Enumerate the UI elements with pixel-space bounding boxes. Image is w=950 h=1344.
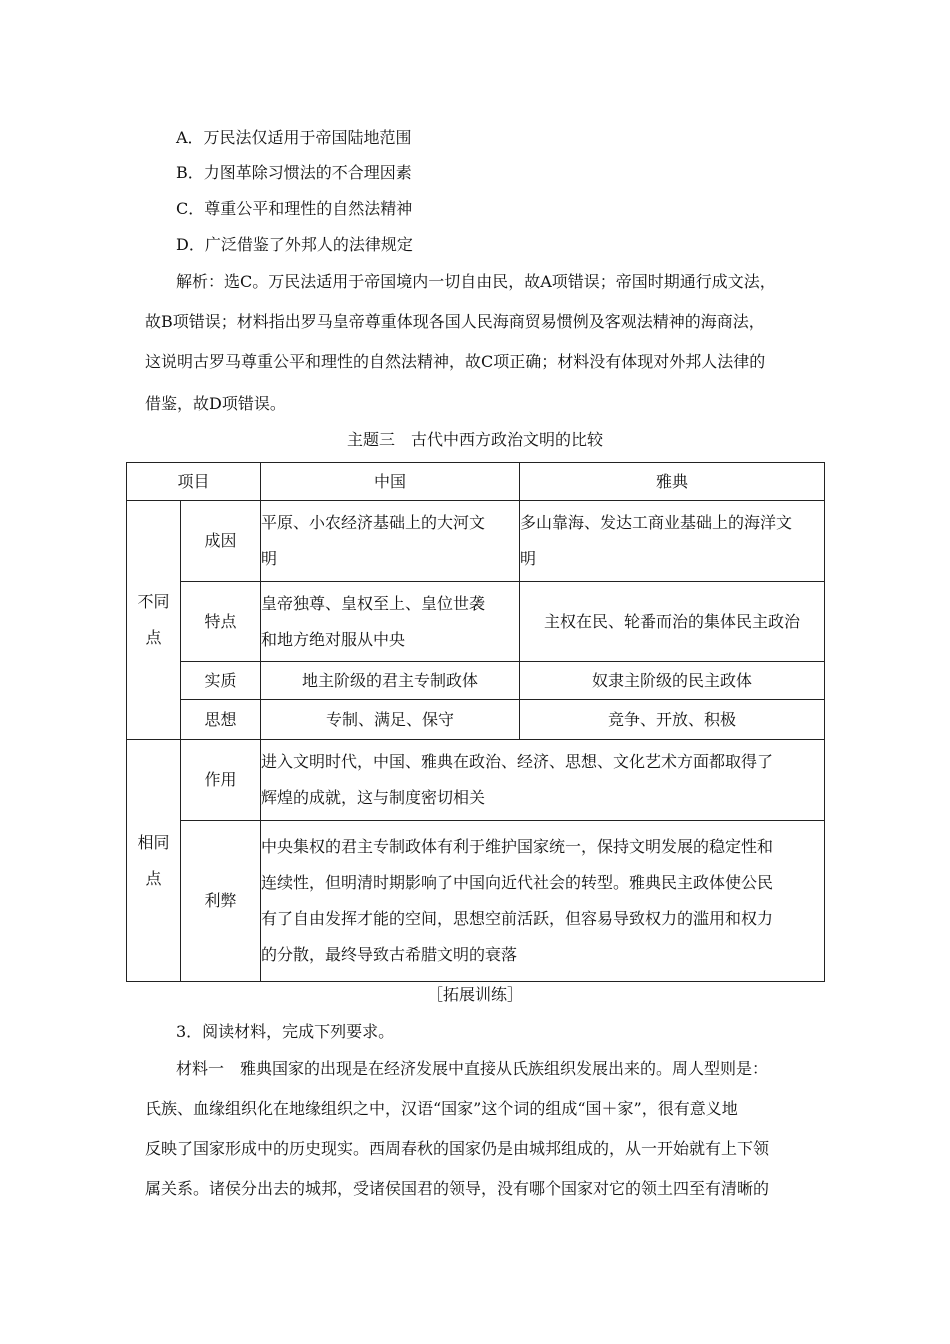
cell-line: 的分散，最终导致古希腊文明的衰落 xyxy=(261,945,518,964)
table-row xyxy=(127,821,825,982)
cell-line: 和地方绝对服从中央 xyxy=(261,629,406,649)
group-diff-line: 点 xyxy=(145,628,162,647)
group-diff-line: 不同 xyxy=(137,592,170,611)
cell-athens-feature: 主权在民、轮番而治的集体民主政治 xyxy=(520,582,825,662)
option-a: A．万民法仅适用于帝国陆地范围 xyxy=(176,128,412,147)
cell-line: 皇帝独尊、皇权至上、皇位世袭 xyxy=(261,593,486,613)
section-title: 主题三 古代中西方政治文明的比较 xyxy=(346,430,603,449)
cell-pros-cons xyxy=(261,821,825,982)
cell-line: 平原、小农经济基础上的大河文 xyxy=(261,513,486,532)
header-athens: 雅典 xyxy=(520,463,825,501)
option-b: B．力图革除习惯法的不合理因素 xyxy=(176,163,412,182)
row-label-thought: 思想 xyxy=(181,700,261,740)
material-line: 材料一 雅典国家的出现是在经济发展中直接从氏族组织发展出来的。周人型则是： xyxy=(176,1059,769,1078)
group-same xyxy=(127,740,181,982)
cell-athens-essence: 奴隶主阶级的民主政体 xyxy=(520,662,825,700)
cell-line: 多山靠海、发达工商业基础上的海洋文 xyxy=(520,513,793,532)
question-line: 3．阅读材料，完成下列要求。 xyxy=(176,1022,395,1041)
cell-china-cause xyxy=(261,501,520,582)
cell-athens-cause xyxy=(520,501,825,582)
row-label-cause: 成因 xyxy=(181,501,261,582)
option-c: C．尊重公平和理性的自然法精神 xyxy=(176,199,413,218)
table-header-row xyxy=(127,463,825,501)
comparison-table xyxy=(126,462,825,982)
table-row xyxy=(127,582,825,662)
table-row xyxy=(127,740,825,821)
analysis-line: 故B项错误；材料指出罗马皇帝尊重体现各国人民海商贸易惯例及客观法精神的海商法， xyxy=(145,312,765,331)
cell-line: 辉煌的成就，这与制度密切相关 xyxy=(261,788,486,807)
cell-line: 明 xyxy=(261,549,278,568)
cell-line: 连续性，但明清时期影响了中国向近代社会的转型。雅典民主政体使公民 xyxy=(261,873,774,892)
row-label-effect: 作用 xyxy=(181,740,261,821)
cell-athens-thought: 竞争、开放、积极 xyxy=(520,700,825,740)
material-line: 属关系。诸侯分出去的城邦，受诸侯国君的领导，没有哪个国家对它的领土四至有清晰的 xyxy=(145,1179,770,1198)
cell-line: 有了自由发挥才能的空间，思想空前活跃，但容易导致权力的滥用和权力 xyxy=(261,909,774,928)
cell-china-essence: 地主阶级的君主专制政体 xyxy=(261,662,520,700)
analysis-line: 这说明古罗马尊重公平和理性的自然法精神，故C项正确；材料没有体现对外邦人法律的 xyxy=(145,352,766,371)
material-line: 反映了国家形成中的历史现实。西周春秋的国家仍是由城邦组成的，从一开始就有上下领 xyxy=(145,1139,770,1158)
row-label-feature: 特点 xyxy=(181,582,261,662)
analysis-line: 解析：选C。万民法适用于帝国境内一切自由民，故A项错误；帝国时期通行成文法， xyxy=(176,272,776,291)
row-label-essence: 实质 xyxy=(181,662,261,700)
material-line: 氏族、血缘组织化在地缘组织之中，汉语“国家”这个词的组成“国＋家”，很有意义地 xyxy=(145,1099,738,1118)
group-diff xyxy=(127,501,181,740)
group-same-line: 相同 xyxy=(137,832,170,852)
cell-line: 进入文明时代，中国、雅典在政治、经济、思想、文化艺术方面都取得了 xyxy=(261,752,774,771)
cell-effect xyxy=(261,740,825,821)
group-same-line: 点 xyxy=(145,868,162,888)
header-item: 项目 xyxy=(127,463,261,501)
header-china: 中国 xyxy=(261,463,520,501)
row-label-pros-cons: 利弊 xyxy=(181,821,261,982)
cell-line: 明 xyxy=(520,549,537,568)
analysis-line: 借鉴，故D项错误。 xyxy=(145,394,286,413)
training-label: ［拓展训练］ xyxy=(426,985,523,1004)
table-row xyxy=(127,700,825,740)
option-d: D．广泛借鉴了外邦人的法律规定 xyxy=(176,235,413,254)
table-row xyxy=(127,662,825,700)
cell-china-thought: 专制、满足、保守 xyxy=(261,700,520,740)
table-row xyxy=(127,501,825,582)
cell-china-feature xyxy=(261,582,520,662)
cell-line: 中央集权的君主专制政体有利于维护国家统一，保持文明发展的稳定性和 xyxy=(261,837,774,856)
